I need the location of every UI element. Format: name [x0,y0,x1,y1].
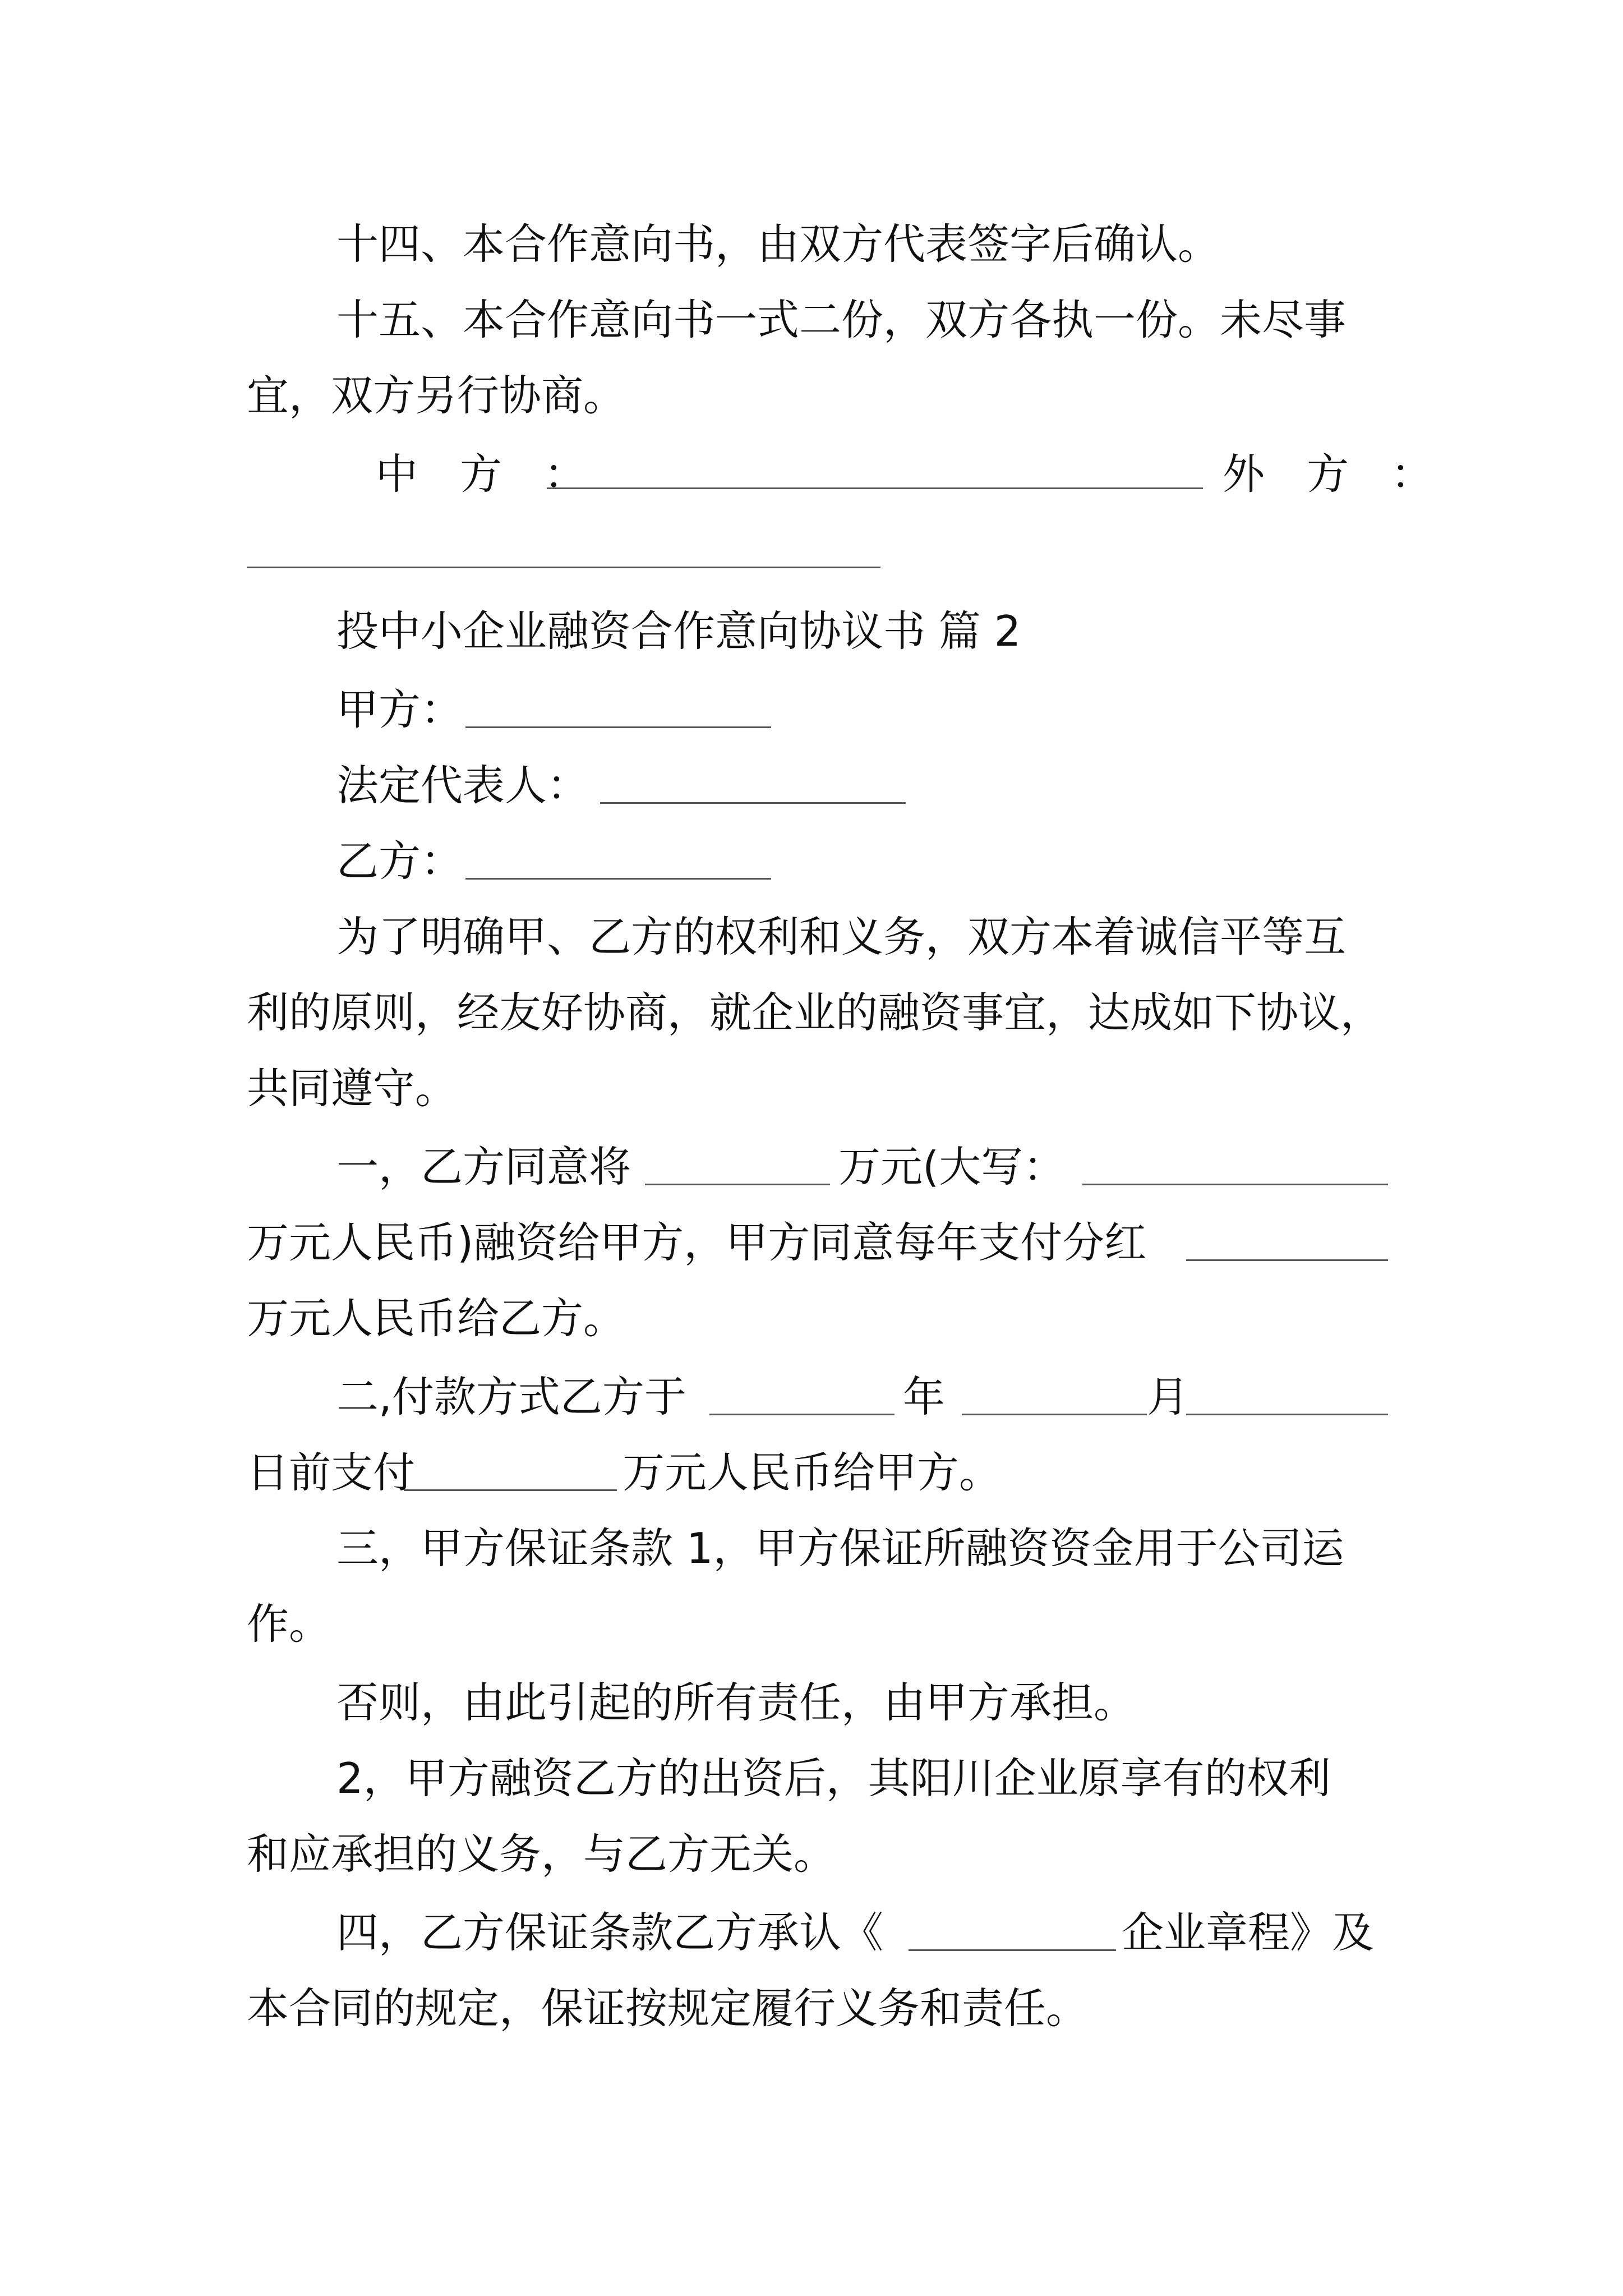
party-b-blank[interactable] [465,878,771,880]
clause-2-day-blank[interactable] [1186,1414,1388,1415]
clause-14-text: 十四、本合作意向书，由双方代表签字后确认。 [336,219,1220,269]
clause-2-month-blank[interactable] [962,1414,1147,1415]
sign-zhong-blank[interactable] [547,487,1203,489]
clause-1-text-c: 万元人民币)融资给甲方，甲方同意每年支付分红 [247,1218,1147,1267]
intro-text-2: 利的原则，经友好协商，就企业的融资事宜，达成如下协议， [247,988,1383,1037]
clause-3-2-text-1: 2，甲方融资乙方的出资后，其阳川企业原享有的权利 [336,1754,1331,1803]
clause-4-text-a: 四，乙方保证条款乙方承认《 [336,1908,884,1957]
clause-1-dividend-blank[interactable] [1186,1259,1388,1261]
clause-4-charter-blank[interactable] [909,1949,1116,1951]
sign-wai-blank[interactable] [247,567,880,568]
legal-rep-label: 法定代表人： [336,761,589,810]
clause-2-year-blank[interactable] [709,1414,895,1415]
sign-wai-label: 外 方 ： [1223,449,1433,499]
clause-2-text-a: 二,付款方式乙方于 [336,1372,686,1421]
clause-4-text-b: 企业章程》及 [1122,1908,1375,1957]
party-a-blank[interactable] [465,726,771,728]
clause-3-text-3: 否则，由此引起的所有责任，由甲方承担。 [336,1678,1136,1727]
clause-1-text-b: 万元(大写： [838,1142,1066,1191]
clause-2-text-d: 日前支付 [247,1448,416,1497]
clause-1-text-d: 万元人民币给乙方。 [247,1294,626,1343]
clause-3-2-text-2: 和应承担的义务，与乙方无关。 [247,1829,836,1879]
clause-3-text-1: 三，甲方保证条款 1，甲方保证所融资资金用于公司运 [336,1524,1344,1573]
intro-text-3: 共同遵守。 [247,1064,458,1113]
clause-4-text-2: 本合同的规定，保证按规定履行义务和责任。 [247,1984,1089,2033]
legal-rep-blank[interactable] [600,802,906,804]
clause-15-text-cont: 宜，双方另行协商。 [247,371,626,420]
intro-text-1: 为了明确甲、乙方的权利和义务，双方本着诚信平等互 [336,912,1347,961]
clause-15-text: 十五、本合作意向书一式二份，双方各执一份。未尽事 [336,295,1347,344]
clause-2-text-e: 万元人民币给甲方。 [623,1448,1002,1497]
party-a-label: 甲方： [336,685,463,734]
clause-1-amount-blank[interactable] [645,1184,830,1185]
clause-1-text-a: 一，乙方同意将 [336,1142,631,1191]
section-title-text: 投中小企业融资合作意向协议书 篇 2 [336,606,1021,656]
clause-2-amount-blank[interactable] [404,1489,617,1491]
clause-3-text-2: 作。 [247,1599,331,1649]
clause-2-month-label: 月 [1147,1372,1189,1421]
clause-2-year-label: 年 [903,1372,946,1421]
sign-zhong-label: 中 方 ： [376,449,587,499]
party-b-label: 乙方： [336,836,463,886]
clause-1-capital-blank[interactable] [1082,1184,1388,1185]
